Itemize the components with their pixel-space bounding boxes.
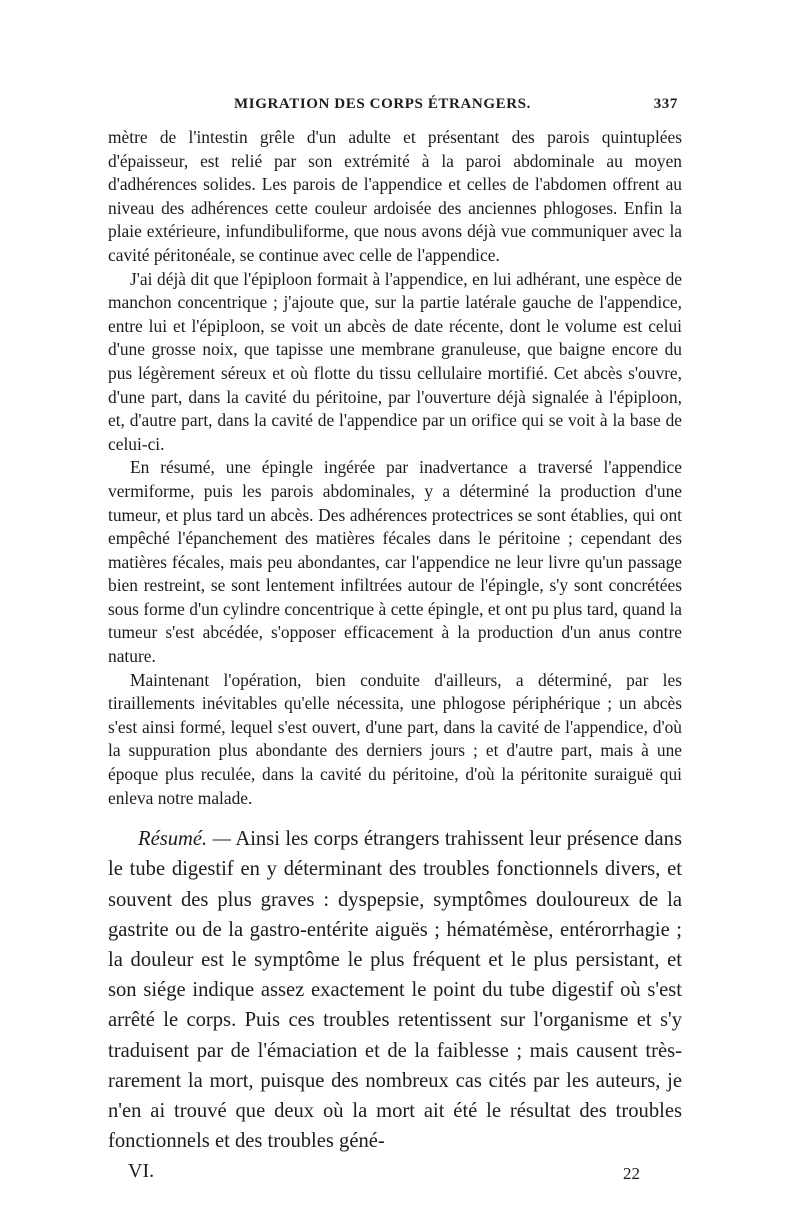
paragraph-continuation: mètre de l'intestin grêle d'un adulte et présentant des parois quintuplées d'épaisseur, est relié par son extrémité à la paroi abdominale au moyen d'adhérences solides. Les parois de l'appendice et celles de l'abdomen offrent au niveau des adhérences cette couleur ardoisée des anciennes phlogoses. Enfin la plaie extérieure, infundibuliforme, que nous avons déjà vue communiquer avec la cavité péritonéale, se continue avec celle de l'appendice. — [108, 127, 682, 265]
page-footer — [108, 1160, 682, 1190]
book-page — [108, 96, 682, 1190]
summary-heading: Résumé. — — [138, 828, 231, 851]
paragraph-en-resume: En résumé, une épingle ingérée par inadvertance a traversé l'appendice vermiforme, puis les parois abdominales, y a déterminé la production d'une tumeur, et plus tard un abcès. Des adhérences protectrices se sont établies, qui ont empêché l'épanchement des matières fécales dans le péritoine ; cependant des matières fécales, mais peu abondantes, car l'appendice ne leur livre qu'un passage bien restreint, se sont lentement infiltrées autour de l'épingle, s'y sont concrétées sous forme d'un cylindre concentrique à cette épingle, et ont pu plus tard, quand la tumeur s'est abcédée, s'opposer efficacement à la production d'un anus contre nature. — [108, 457, 682, 667]
paragraph-operation: Maintenant l'opération, bien conduite d'ailleurs, a déterminé, par les tiraillements inévitables qu'elle nécessita, une phlogose périphérique ; un abcès s'est ainsi formé, lequel s'est ouvert, d'une part, dans la cavité de l'appendice, d'où la suppuration plus abondante des derniers jours ; et d'autre part, mais à une époque plus reculée, dans la cavité du péritoine, d'où la péritonite suraiguë qui enleva notre malade. — [108, 669, 682, 808]
signature-mark: VI. — [128, 1160, 155, 1183]
sheet-number: 22 — [623, 1164, 640, 1184]
running-title: MIGRATION DES CORPS ÉTRANGERS. — [234, 96, 531, 112]
summary-paragraph — [108, 824, 682, 1156]
paragraph-epiploon: J'ai déjà dit que l'épiploon formait à l'appendice, en lui adhérant, une espèce de manchon concentrique ; j'ajoute que, sur la partie latérale gauche de l'appendice, entre lui et l'épiploon, se voit un abcès de date récente, dont le volume est celui d'une grosse noix, que tapisse une membrane granuleuse, que baigne encore du pus légèrement séreux et où flotte du tissu cellulaire mortifié. Cet abcès s'ouvre, d'une part, dans la cavité du péritoine, par l'ouverture déjà signalée à l'épiploon, et, d'autre part, dans la cavité de l'appendice par un orifice qui se voit à la base de celui-ci. — [108, 268, 682, 454]
summary-section — [108, 824, 682, 1156]
page-number: 337 — [653, 96, 678, 112]
running-head — [108, 96, 682, 126]
summary-text: Ainsi les corps étrangers trahissent leur présence dans le tube digestif en y déterminant des troubles fonctionnels divers, et souvent des plus graves : dyspepsie, symptômes douloureux de la gastrite ou de la gastro-entérite aiguës ; hématémèse, entérorrhagie ; la douleur est le symptôme le plus fréquent et le plus persistant, et son siége indique assez exactement le point du tube digestif où s'est arrêté le corps. Puis ces troubles retentissent sur l'organisme et s'y traduisent par de l'émaciation et de la faiblesse ; mais causent très-rarement la mort, puisque des nombreux cas cités par les auteurs, je n'en ai trouvé que deux où la mort ait été le résultat des troubles fonctionnels et des troubles géné- — [108, 828, 682, 1153]
body-text — [108, 126, 682, 810]
